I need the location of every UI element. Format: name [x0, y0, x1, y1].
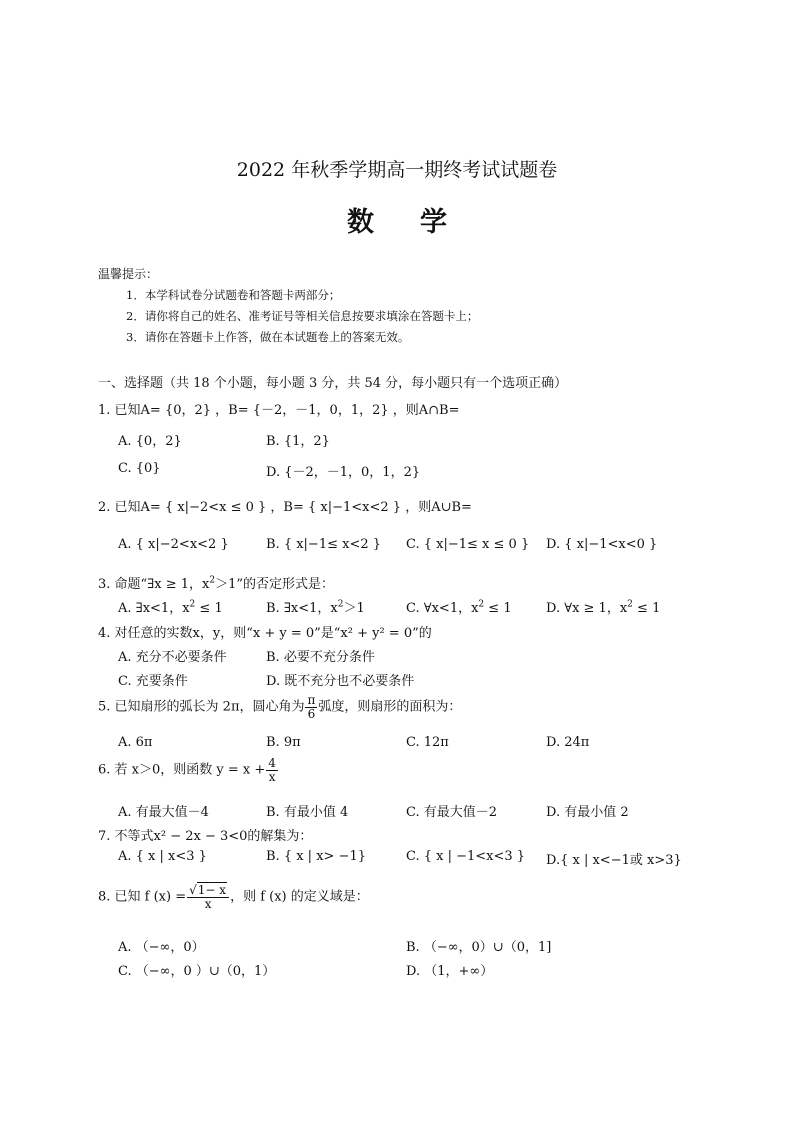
question-4-stem: 4. 对任意的实数x，y，则“x + y = 0”是“x² + y² = 0”的 [98, 626, 432, 641]
subject-title: 数学 [347, 207, 493, 238]
question-6-stem [98, 757, 279, 783]
q3-option-tail: ＞1 [343, 601, 365, 616]
q6-option-c: C. 有最大值－2 [406, 805, 498, 820]
q5-option-c: C. 12π [406, 735, 449, 750]
q3-superscript: 2 [627, 599, 633, 610]
question-8-stem [98, 884, 369, 910]
q3-option-text: C. ∀x<1，x [406, 601, 479, 616]
q3-option-tail: ≤ 1 [484, 601, 512, 616]
q3-option-d [546, 597, 660, 616]
q6-stem-part: 6. 若 x＞0，则函数 y = x + [98, 762, 266, 778]
question-3-stem [98, 573, 334, 592]
tip-item: 2．请你将自己的姓名、准考证号等相关信息按要求填涂在答题卡上； [126, 309, 479, 323]
q5-option-b: B. 9π [266, 735, 301, 750]
q6-option-d: D. 有最小值 2 [546, 805, 629, 820]
q6-fraction [266, 757, 278, 783]
q3-option-tail: ≤ 1 [632, 601, 661, 616]
q5-stem-part: 5. 已知扇形的弧长为 2π，圆心角为 [98, 699, 305, 715]
q3-superscript: 2 [189, 599, 196, 610]
question-1-stem: 1. 已知A= {0，2} ，B= {－2，－1，0，1，2} ，则A∩B= [98, 403, 460, 418]
question-5-stem [98, 694, 461, 720]
question-7-stem: 7. 不等式x² − 2x − 3<0的解集为： [98, 829, 313, 844]
q1-option-c: C. {0} [118, 461, 161, 476]
q6-option-b: B. 有最小值 4 [266, 805, 349, 820]
q8-stem-part: ，则 f (x) 的定义域是： [230, 889, 369, 905]
tip-item: 1．本学科试卷分试题卷和答题卡两部分； [126, 288, 341, 302]
q4-option-a: A. 充分不必要条件 [118, 650, 227, 665]
q4-option-c: C. 充要条件 [118, 674, 188, 689]
tip-item: 3．请你在答题卡上作答，做在本试题卷上的答案无效。 [126, 330, 410, 344]
q3-option-text: B. ∃x<1，x [266, 601, 338, 616]
q3-option-text: A. ∃x<1，x [118, 601, 190, 616]
tips-heading: 温馨提示： [98, 267, 159, 281]
fraction-denominator: x [204, 896, 212, 911]
q3-option-c [406, 597, 512, 616]
section-heading: 一、选择题（共 18 个小题，每小题 3 分，共 54 分，每小题只有一个选项正确） [98, 376, 568, 391]
q2-option-a: A. { x|−2<x<2 } [118, 537, 229, 552]
q8-option-a: A. （−∞，0） [118, 940, 205, 955]
q3-option-a [118, 597, 223, 616]
q7-option-b: B. { x | x> −1} [266, 849, 366, 864]
fraction-numerator: 4 [268, 756, 276, 770]
sqrt-radicand: 1− x [197, 883, 227, 897]
fraction-denominator: x [268, 769, 276, 784]
q1-option-d: D. {－2，－1，0，1，2} [266, 465, 421, 480]
fraction-numerator: π [307, 693, 316, 707]
q1-option-b: B. {1，2} [266, 434, 330, 449]
q5-stem-part: 弧度，则扇形的面积为： [318, 699, 462, 715]
q5-option-a: A. 6π [118, 735, 153, 750]
q8-option-b: B. （−∞，0）∪（0，1] [406, 940, 552, 955]
fraction-numerator: √1− x [187, 884, 229, 898]
question-2-stem: 2. 已知A= { x|−2<x ≤ 0 } ，B= { x|−1<x<2 } ，则A∪B= [98, 500, 472, 515]
q2-option-d: D. { x|−1<x<0 } [546, 537, 658, 552]
q2-option-c: C. { x|−1≤ x ≤ 0 } [406, 537, 530, 552]
q3-superscript: 2 [337, 599, 344, 610]
q7-option-c: C. { x | −1<x<3 } [406, 849, 526, 864]
q8-fraction [187, 884, 229, 910]
q3-option-tail: ≤ 1 [195, 601, 223, 616]
q4-option-b: B. 必要不充分条件 [266, 650, 375, 665]
q3-option-b [266, 597, 365, 616]
q6-option-a: A. 有最大值－4 [118, 805, 209, 820]
q5-fraction [305, 694, 317, 720]
exam-title: 2022 年秋季学期高一期终考试试题卷 [236, 159, 558, 181]
q8-stem-part: 8. 已知 f (x) = [98, 889, 187, 905]
q7-option-d: D.{ x | x<−1或 x>3} [546, 853, 682, 868]
q8-option-c: C. （−∞，0 ）∪（0，1） [118, 964, 276, 979]
q5-option-d: D. 24π [546, 735, 590, 750]
fraction-denominator: 6 [307, 706, 316, 721]
q3-option-text: D. ∀x ≥ 1，x [546, 601, 628, 616]
q8-option-d: D. （1，+∞） [406, 964, 494, 979]
q7-option-a: A. { x | x<3 } [118, 849, 207, 864]
q3-superscript: 2 [478, 599, 485, 610]
q3-stem-part: ＞1”的否定形式是： [215, 577, 334, 592]
q2-option-b: B. { x|−1≤ x<2 } [266, 537, 382, 552]
q1-option-a: A. {0，2} [118, 434, 182, 449]
q4-option-d: D. 既不充分也不必要条件 [266, 674, 415, 689]
q3-stem-part: 3. 命题“∃x ≥ 1，x [98, 577, 210, 592]
q3-superscript: 2 [209, 575, 216, 586]
